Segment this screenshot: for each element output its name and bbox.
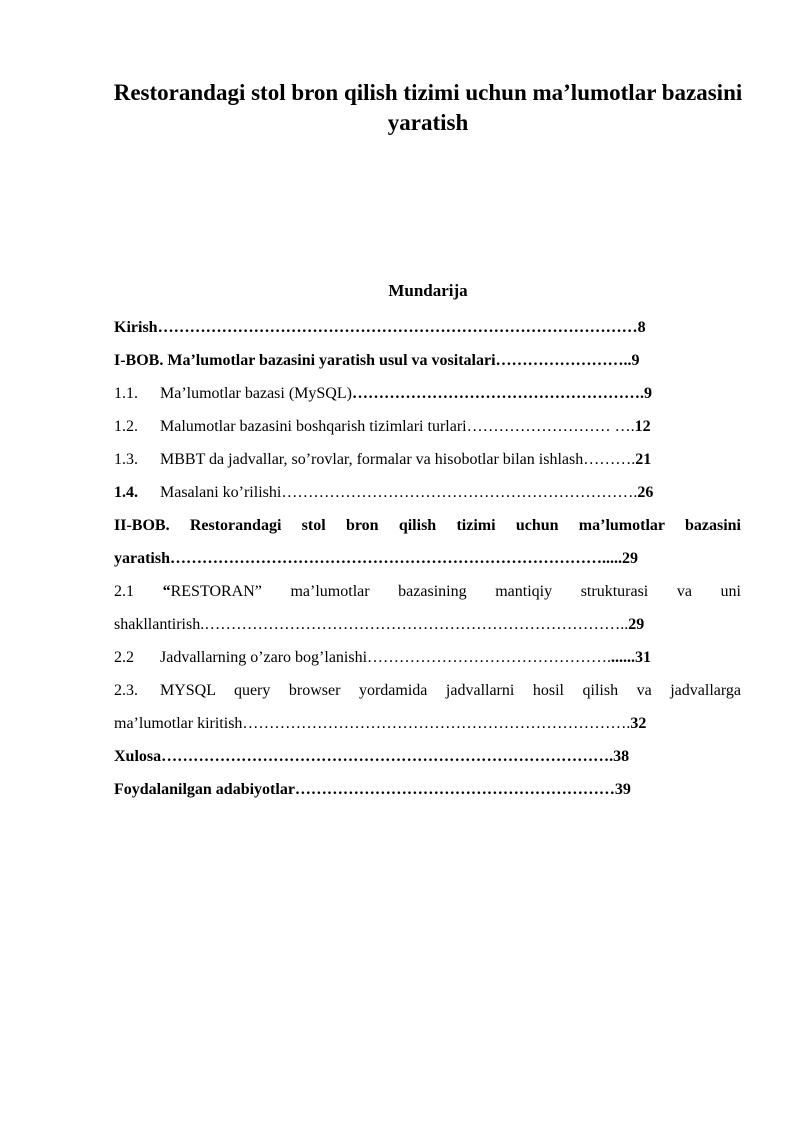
toc-entry-1-3 — [114, 443, 741, 476]
toc-entry-text: Jadvallarning o’zaro bog’lanishi………………………………………. — [160, 649, 612, 666]
toc-entry-chapter-2-line-1 — [114, 509, 741, 542]
toc-entry-xulosa — [114, 740, 741, 773]
toc-entry-2-1-line-1 — [114, 575, 741, 608]
toc-entry-number: 1.4. — [114, 484, 138, 501]
toc-entry-text: Malumotlar bazasini boshqarish tizimlari turlari……………………… …. — [160, 418, 635, 435]
toc-entry-page: ......31 — [611, 649, 652, 666]
table-of-contents — [114, 311, 741, 806]
toc-entry-text: Masalani ko’rilishi…………………………………………………………. — [160, 484, 638, 501]
toc-entry-number: 2.3. — [114, 682, 138, 699]
toc-entry-page: 12 — [634, 418, 651, 435]
toc-entry-text: MBBT da jadvallar, so’rovlar, formalar va hisobotlar bilan ishlash………. — [160, 451, 636, 468]
toc-entry-text: RESTORAN” ma’lumotlar bazasining mantiqiy strukturasi va uni — [170, 583, 741, 600]
toc-entry-2-3-line-2 — [114, 707, 741, 740]
toc-entry-text: Foydalanilgan adabiyotlar……………………………………………………39 — [114, 781, 631, 798]
toc-entry-number: 1.2. — [114, 418, 138, 435]
toc-entry-page: 21 — [635, 451, 652, 468]
toc-entry-page: 29 — [628, 616, 645, 633]
toc-entry-number: 2.2 — [114, 649, 134, 666]
toc-entry-text: yaratish……………………………………………………………………….....29 — [114, 550, 638, 567]
toc-entry-text: Ma’lumotlar bazasi (MySQL) — [160, 385, 352, 402]
toc-entry-1-1 — [114, 377, 741, 410]
document-title: Restorandagi stol bron qilish tizimi uchun ma’lumotlar bazasini yaratish — [113, 80, 743, 135]
toc-entry-2-1-line-2 — [114, 608, 741, 641]
toc-entry-1-4 — [114, 476, 741, 509]
toc-entry-text: Xulosa………………………………………………………………………….38 — [114, 748, 630, 765]
toc-entry-2-3-line-1 — [114, 674, 741, 707]
toc-entry-number: 1.3. — [114, 451, 138, 468]
toc-entry-text: I-BOB. Ma’lumotlar bazasini yaratish usul va vositalari……………………..9 — [114, 352, 640, 369]
toc-entry-1-2 — [114, 410, 741, 443]
toc-entry-text: II-BOB. Restorandagi stol bron qilish tizimi uchun ma’lumotlar bazasini — [114, 517, 741, 534]
toc-entry-text: MYSQL query browser yordamida jadvallarni hosil qilish va jadvallarga — [160, 682, 741, 699]
toc-entry-dots-page: ……………………………………………….9 — [351, 385, 652, 402]
toc-entry-text: Kirish………………………………………………………………………………8 — [114, 319, 646, 336]
toc-entry-page: 32 — [630, 715, 647, 732]
toc-entry-references — [114, 773, 741, 806]
toc-entry-chapter-2-line-2 — [114, 542, 741, 575]
toc-entry-number: 2.1 — [114, 583, 134, 600]
toc-entry-number: 1.1. — [114, 385, 138, 402]
toc-entry-2-2 — [114, 641, 741, 674]
toc-entry-chapter-1 — [114, 344, 741, 377]
toc-entry-quote: “ — [162, 583, 171, 600]
toc-heading: Mundarija — [388, 281, 468, 300]
toc-entry-kirish — [114, 311, 741, 344]
toc-entry-text: shakllantirish.…………………………………………………………………….. — [114, 616, 629, 633]
toc-entry-text: ma’lumotlar kiritish………………………………………………………………. — [114, 715, 631, 732]
toc-entry-page: 26 — [637, 484, 654, 501]
